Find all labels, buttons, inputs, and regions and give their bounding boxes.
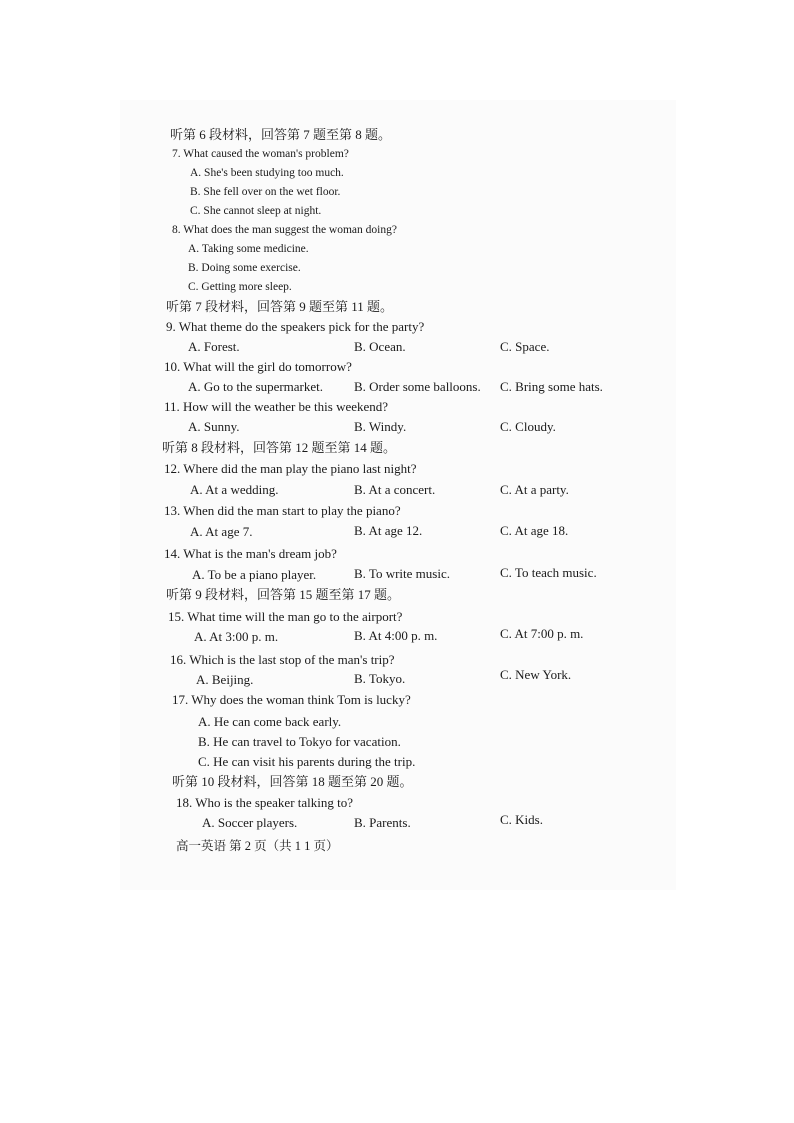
question-17-option-c: C. He can visit his parents during the trip. (198, 754, 416, 769)
question-16-stem: 16. Which is the last stop of the man's trip? (170, 652, 395, 667)
section-heading-6: 听第 6 段材料，回答第 7 题至第 8 题。 (170, 127, 392, 142)
question-16-option-b: B. Tokyo. (354, 671, 406, 686)
question-11-option-c: C. Cloudy. (500, 419, 556, 434)
question-18-stem: 18. Who is the speaker talking to? (176, 795, 354, 810)
question-17-option-b: B. He can travel to Tokyo for vacation. (198, 734, 401, 749)
question-15-stem: 15. What time will the man go to the airport? (168, 609, 403, 624)
question-18-option-a: A. Soccer players. (202, 815, 298, 830)
question-7-option-c: C. She cannot sleep at night. (190, 205, 322, 217)
question-17-option-a: A. He can come back early. (198, 714, 342, 729)
question-8-option-b: B. Doing some exercise. (188, 262, 301, 274)
question-9-option-a: A. Forest. (188, 339, 240, 354)
question-11-stem: 11. How will the weather be this weekend? (164, 399, 389, 414)
question-18-option-c: C. Kids. (500, 812, 543, 827)
question-12-option-b: B. At a concert. (354, 482, 436, 497)
question-15-option-b: B. At 4:00 p. m. (354, 628, 438, 643)
question-11-option-b: B. Windy. (354, 419, 407, 434)
question-10-option-b: B. Order some balloons. (354, 379, 481, 394)
question-18-option-b: B. Parents. (354, 815, 411, 830)
question-8-option-a: A. Taking some medicine. (188, 243, 309, 255)
question-9-option-b: B. Ocean. (354, 339, 406, 354)
question-9-option-c: C. Space. (500, 339, 550, 354)
question-15-option-a: A. At 3:00 p. m. (194, 629, 279, 644)
question-12-option-c: C. At a party. (500, 482, 569, 497)
page-footer: 高一英语 第 2 页（共 1 1 页） (176, 839, 339, 853)
question-13-stem: 13. When did the man start to play the piano? (164, 503, 401, 518)
question-9-stem: 9. What theme do the speakers pick for the party? (166, 319, 425, 334)
question-10-stem: 10. What will the girl do tomorrow? (164, 359, 352, 374)
question-11-option-a: A. Sunny. (188, 419, 240, 434)
question-13-option-a: A. At age 7. (190, 524, 253, 539)
question-13-option-c: C. At age 18. (500, 523, 569, 538)
section-heading-10: 听第 10 段材料，回答第 18 题至第 20 题。 (172, 774, 413, 789)
question-14-stem: 14. What is the man's dream job? (164, 546, 337, 561)
question-7-option-a: A. She's been studying too much. (190, 167, 344, 179)
question-12-stem: 12. Where did the man play the piano last night? (164, 461, 417, 476)
question-17-stem: 17. Why does the woman think Tom is lucky? (172, 692, 411, 707)
question-15-option-c: C. At 7:00 p. m. (500, 626, 584, 641)
question-10-option-c: C. Bring some hats. (500, 379, 603, 394)
section-heading-8: 听第 8 段材料，回答第 12 题至第 14 题。 (162, 440, 397, 455)
question-14-option-b: B. To write music. (354, 566, 450, 581)
question-14-option-a: A. To be a piano player. (192, 567, 317, 582)
question-8-option-c: C. Getting more sleep. (188, 281, 292, 293)
question-10-option-a: A. Go to the supermarket. (188, 379, 324, 394)
section-heading-7: 听第 7 段材料，回答第 9 题至第 11 题。 (166, 299, 394, 314)
question-7-option-b: B. She fell over on the wet floor. (190, 186, 341, 198)
question-14-option-c: C. To teach music. (500, 565, 597, 580)
question-8-stem: 8. What does the man suggest the woman doing? (172, 224, 397, 236)
section-heading-9: 听第 9 段材料，回答第 15 题至第 17 题。 (166, 587, 401, 602)
question-16-option-a: A. Beijing. (196, 672, 254, 687)
question-16-option-c: C. New York. (500, 667, 572, 682)
question-7-stem: 7. What caused the woman's problem? (172, 148, 349, 160)
question-12-option-a: A. At a wedding. (190, 482, 279, 497)
question-13-option-b: B. At age 12. (354, 523, 423, 538)
